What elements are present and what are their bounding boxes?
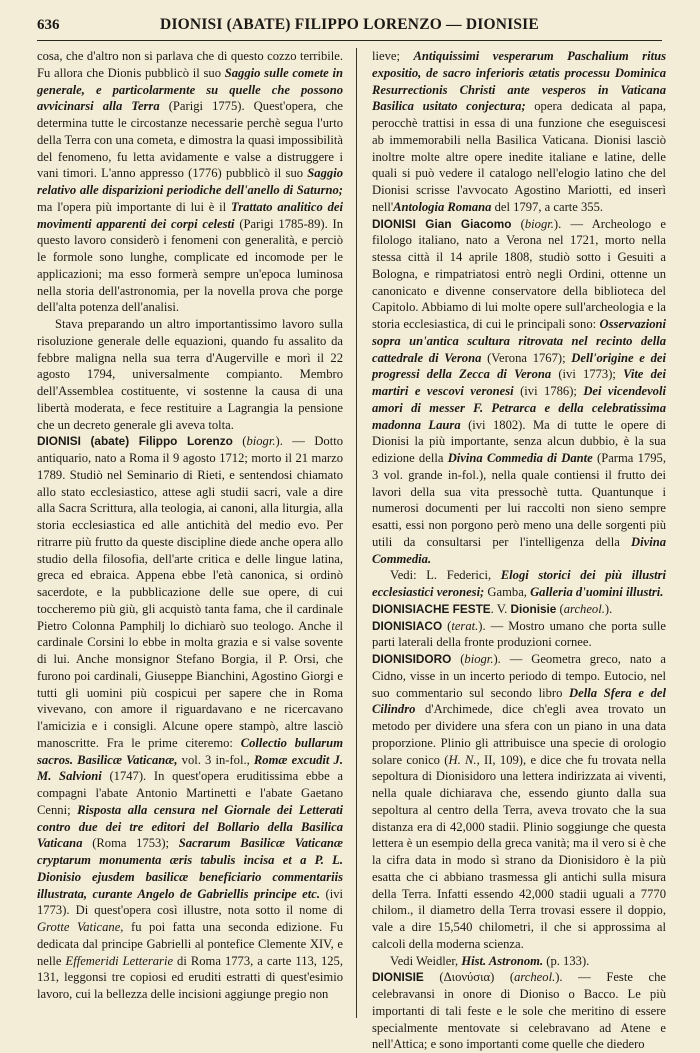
- right-column: [372, 48, 667, 1052]
- text-run: Stava preparando un altro importantissimo lavoro sulla risoluzione generale delle equazioni, quando fu assalito da febbre maligna nella sua terra d'Augerville e morì il 22 agosto 1794, universalmente compianto. Membro dell'Assemblea costituente, vi sostenne la causa di una libertà moderata, e fece restituire a Lagrangia la pensione che un decreto generale gli aveva tolta.: [37, 317, 343, 432]
- text-run: ). — Dotto antiquario, nato a Roma il 9 agosto 1712; morto il 21 marzo 1789. Studiò nel Seminario di Rieti, e sentendosi chiamato allo stato ecclesiastico, attese agli studii sacri, vale a dire alla Sacra Scrittura, alla teologia, ai canoni, alla liturgia, alla storia ecclesiastica ed alle antichità del medio evo. Per ritrarre più frutto da queste discipline diede anche opera allo studio della filosofia, dell'arte critica e delle lingue latina, greca ed ebraica. Appena ebbe l'età canonica, si ordinò sacerdote, e la pubblicazione delle sue opere, di cui toccheremo più giù, gli acquistò tanta fama, che il cardinale Pietro Colonna Pamphilj lo dichiarò suo teologo. Anche il cardinale Corsini lo ebbe in molta grazia e si valse sovente di lui. Anche monsignor Stefano Borgia, il P. Orsi, che furono poi cardinali, Giuseppe Bianchini, Agostino Giorgi e tutti gli uomini più cospicui per sapere che in Roma vivevano, con amore il riguardavano e ne ricercavano l'amicizia e i consigli. Alcune opere stampò, altre lasciò manoscritte. Fra le prime citeremo:: [37, 434, 344, 750]
- emphasized-text: Antologia Romana: [393, 199, 492, 214]
- emphasized-text: Divina Commedia.: [372, 534, 666, 566]
- text-run: (ivi 1786);: [513, 384, 584, 398]
- entry-headword: DIONISI (abate) Filippo Lorenzo: [37, 434, 233, 449]
- text-run: Vedi: L. Federici,: [390, 568, 501, 583]
- emphasized-text: Dell'origine e dei progressi della Zecca di Verona: [372, 350, 666, 382]
- text-run: lieve;: [372, 49, 414, 63]
- emphasized-text: Elogi storici dei più illustri ecclesiastici veronesi;: [372, 568, 666, 599]
- text-run: Gamba,: [484, 585, 531, 599]
- paragraph: [37, 48, 343, 316]
- text-run: (Verona 1767);: [481, 350, 572, 365]
- text-run: (Parma 1795, 3 vol. grande in-fol.), nella quale contiensi il frutto dei lavori della sua vita pressochè tutta. Quantunque i numerosi documenti per lui raccolti non sieno sempre esatti, essi non porgono però meno una delle sorgenti più utili da consultarsi per l'intelligenza della: [372, 451, 666, 549]
- entry-dionisidoro: [372, 651, 666, 953]
- text-run: di Roma 1773, a carte 113, 125, 131, leggonsi tre copiosi ed eruditi estratti di quest'esimio lavoro, cui la bellezza delle incisioni aggiunge pregio non: [37, 953, 344, 1001]
- entry-headword: DIONISIE: [372, 970, 424, 985]
- text-run: (Διονύσια) (: [423, 970, 515, 985]
- text-run: fu poi fatta una seconda edizione. Fu dedicata dal principe Gabrielli al pontefice Clemente XIV, e nelle: [37, 920, 343, 968]
- entry-headword: DIONISIACHE FESTE: [372, 601, 491, 616]
- emphasized-text: Divina Commedia di Dante: [447, 451, 593, 465]
- paragraph: [372, 48, 666, 216]
- left-column: [37, 48, 343, 1020]
- text-run: d'Archimede, dice ch'egli avea trovato un metodo per dividere una sfera con un piano in una data proporzione. Plinio gli attribuisce una specie di orologio solare conico (: [372, 702, 666, 767]
- emphasized-text: archeol.: [563, 601, 605, 616]
- text-run: ). — Feste che celebravansi in onore di Dioniso o Bacco. Le più importanti di tali feste e le sole che meritino di essere specialmente mentovate si celebravano ad Atene e nell'Attica; e sono importanti come quelle che diedero: [372, 970, 666, 1052]
- emphasized-text: biogr.: [524, 216, 554, 231]
- emphasized-text: H. N.,: [448, 752, 480, 767]
- page-number: 636: [37, 17, 60, 33]
- text-run: (Parigi 1785-89). In questo lavoro considerò i fenomeni con generalità, e perciò le formole sono lunghe, complicate ed incomode per le applicazioni; ma esso formerà sempre un'epoca luminosa nella storia dell'astronomia, per la novella prova che porge dell'alta potenza dell'analisi.: [37, 216, 343, 315]
- emphasized-text: Antiquissimi vesperarum Paschalium ritus expositio, de sacro inferioris ætatis processu Dominica Resurrectionis Christi ante vesperos in Vaticana Basilica usitato conjectura;: [372, 49, 666, 114]
- paragraph: [372, 567, 666, 601]
- text-run: ).: [604, 601, 613, 616]
- text-run: ). — Mostro umano che porta sulle parti laterali della fronte produzioni cornee.: [372, 618, 666, 650]
- emphasized-text: Galleria d'uomini illustri.: [530, 585, 664, 599]
- emphasized-text: Trattato analitico dei movimenti apparenti dei corpi celesti: [37, 199, 343, 231]
- emphasized-text: archeol.: [514, 970, 556, 985]
- text-run: (ivi 1773);: [551, 367, 624, 382]
- emphasized-text: biogr.: [246, 434, 276, 449]
- text-run: vol. 3 in-fol.,: [177, 752, 254, 767]
- emphasized-text: Hist. Astronom.: [461, 953, 544, 968]
- emphasized-text: Grotte Vaticane,: [37, 920, 124, 934]
- running-title: DIONISI (ABATE) FILIPPO LORENZO — DIONISIE: [160, 16, 539, 33]
- text-run: II, 109), e dice che fu trovata nella sepoltura di Dionisidoro una lettera indirizzata ai viventi, nella quale dichiarava che, essendo giunto dalla sua sepoltura al centro della Terra, aveva trovato che la sua distanza era di 42,000 stadii. Plinio soggiunge che questa lettera è un esempio della greca vanità; ma il vero si è che la cifra data in modo sì strano da Dionisidoro è la più esatta che ci abbiano trasmessa gli antichi sulla misura della Terra. Infatti essendo 42,000 stadii uguali a 7770 chilom., il diametro della Terra trovasi essere il doppio, vale a dire 15,540 chilometri, il che si approssima al calcoli della moderna scienza.: [372, 752, 666, 951]
- text-run: ). — Archeologo e filologo italiano, nato a Verona nel 1721, morto nella stessa città il 14 aprile 1808, studiò sotto i Gesuiti a Bologna, e rimpatriatosi entrò negli Ordini, ottenne un canonicato e divenne conservatore della biblioteca del Capitolo. Abbiamo di lui molte opere sull'archeologia e la storia ecclesiastica, di cui le principali sono:: [372, 216, 667, 331]
- emphasized-text: Dei vicendevoli amori di messer F. Petrarca e della celebratissima madonna Laura: [372, 384, 666, 432]
- entry-headword: DIONISIDORO: [372, 652, 452, 666]
- entry-dionisiache-feste: [372, 601, 666, 618]
- running-header: [37, 16, 662, 41]
- entry-dionisiaco: [372, 618, 666, 652]
- entry-headword: DIONISI Gian Giacomo: [372, 216, 512, 231]
- text-run: (1747). In quest'opera eruditissima ebbe a compagni l'abate Antonio Martinetti e l'abate Gaetano Cenni;: [37, 769, 343, 817]
- text-run: (ivi 1802). Ma di tutte le opere di Dionisi la più importante, senza alcun dubbio, è la sua edizione della: [372, 417, 666, 465]
- text-run: ). — Geometra greco, nato a Cidno, visse in un incerto periodo di tempo. Eutocio, nel suo commentario sul secondo libro: [372, 652, 666, 700]
- text-run: cosa, che d'altro non si parlava che di questo cozzo terribile. Fu allora che Dionis pubblicò il suo: [37, 49, 343, 80]
- entry-dionisie: [372, 969, 666, 1053]
- paragraph: [37, 316, 343, 433]
- emphasized-text: Della Sfera e del Cilindro: [372, 685, 666, 717]
- text-run: (Parigi 1775). Quest'opera, che determina tutte le circostanze necessarie perchè segua l'urto della Terra con una cometa, e dimostra la quasi impossibilità del fenomeno, fu letta avidamente e valse a distruggere i vani timori. L'anno appresso (1776) pubblicò il suo: [37, 99, 343, 181]
- emphasized-text: Saggio relativo alle disparizioni periodiche dell'anello di Saturno;: [37, 166, 343, 197]
- text-run: (: [451, 652, 465, 666]
- emphasized-text: biogr.: [464, 652, 494, 666]
- text-run: ma l'opera più importante di lui è il: [37, 199, 231, 214]
- emphasized-text: Collectio bullarum sacros. Basilicæ Vaticanæ,: [37, 735, 343, 767]
- emphasized-text: Vite dei martiri e vescovi veronesi: [372, 367, 666, 398]
- text-run: (: [556, 601, 564, 616]
- text-run: (: [442, 618, 452, 633]
- text-run: (: [232, 434, 247, 449]
- text-run: opera dedicata al papa, perocchè trattisi in essa di una funzione che eseguiscesi ab immemorabili nella Basilica Vaticana. Dionisi lasciò inoltre molte altre opere inedite italiane e latine, delle quali si può vedere il catalogo nell'elogio latino che del Dionisi scrisse l'avvocato Agostino Mariotti, ed inserì nell': [372, 99, 666, 214]
- emphasized-text: Saggio sulle comete in generale, e particolarmente su quelle che possono avvicinarsi alla Terra: [37, 65, 343, 114]
- text-run: (ivi 1773). Di quest'opera così illustre, nota sotto il nome di: [37, 886, 344, 918]
- paragraph: [372, 953, 666, 970]
- text-run: Vedi Weidler,: [390, 953, 462, 968]
- emphasized-text: terat.: [451, 618, 479, 633]
- text-run: . V.: [490, 601, 511, 616]
- text-run: del 1797, a carte 355.: [491, 199, 604, 214]
- text-run: (Roma 1753);: [82, 836, 179, 851]
- emphasized-text: Risposta alla censura nel Giornale dei Letterati contro due dei tre editori del Bollario della Basilica Vaticana: [37, 802, 343, 851]
- emphasized-text: Romæ excudit J. M. Salvioni: [37, 752, 343, 784]
- emphasized-text: Osservazioni sopra un'antica scultura ritrovata nel recinto della cattedrale di Verona: [372, 317, 666, 365]
- entry-headword: Dionisie: [510, 601, 557, 616]
- text-run: (p. 133).: [543, 953, 590, 968]
- entry-headword: DIONISIACO: [372, 618, 443, 633]
- emphasized-text: Effemeridi Letterarie: [65, 953, 174, 968]
- entry-dionisi-filippo-lorenzo: [37, 433, 343, 1003]
- column-divider: [356, 48, 357, 1018]
- text-run: (: [511, 216, 525, 231]
- emphasized-text: Sacrarum Basilicæ Vaticanæ cryptarum monumenta æris tabulis incisa et a P. L. Dionisio ejusdem basilicæ beneficiario commentariis illustrata, curante Angelo de Gabriellis principe etc.: [37, 836, 343, 901]
- entry-dionisi-gian-giacomo: [372, 216, 666, 568]
